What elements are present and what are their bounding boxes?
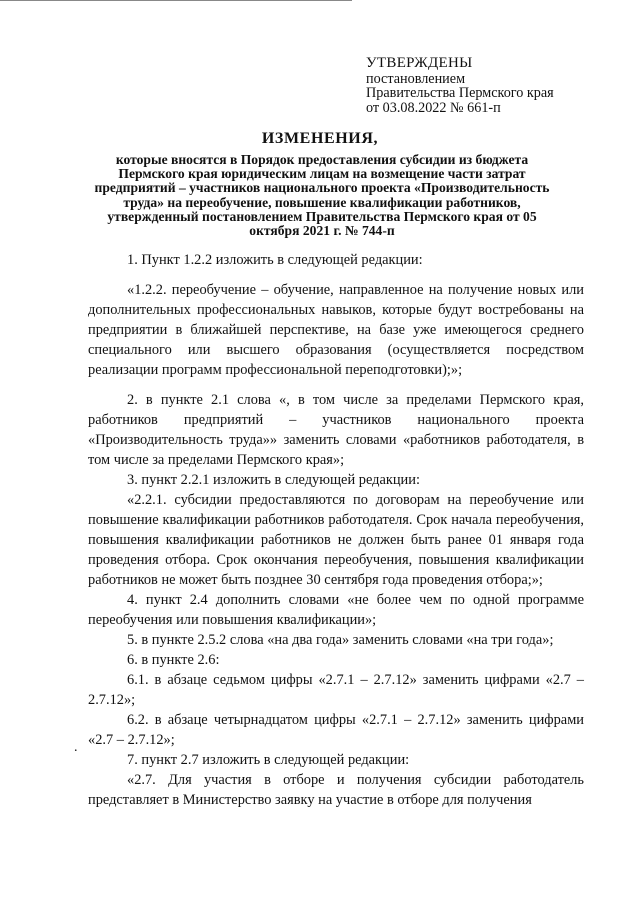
paragraph: 6. в пункте 2.6: — [127, 652, 220, 668]
document-body — [88, 250, 584, 810]
approval-stamp — [366, 56, 606, 115]
document-subtitle: которые вносятся в Порядок предоставления субсидии из бюджета Пермского края юридическим лицам на возмещение части затрат предприятий – участников национального проекта «Производительность труда» на переобучение, повышение квалификации работников, утвержденный постановлением Правительства Пермского края от 05 октября 2021 г. № 744-п — [94, 152, 550, 239]
paragraph: 7. пункт 2.7 изложить в следующей редакции: — [127, 752, 410, 768]
paragraph: «1.2.2. переобучение – обучение, направленное на получение новых или дополнительных профессиональных навыков, которые будут востребованы на предприятии в ближайшей перспективе, на базе уже имеющегося среднего специального или высшего образования (осуществляется посредством реализации программ профессиональной переподготовки);»; — [88, 282, 584, 378]
paragraph: «2.7. Для участия в отборе и получения субсидии работодатель представляет в Министерство заявку на участие в отборе для получения — [88, 772, 584, 808]
scan-speck: . — [74, 740, 78, 755]
document-title: ИЗМЕНЕНИЯ, — [261, 130, 379, 147]
paragraph: 6.2. в абзаце четырнадцатом цифры «2.7.1 – 2.7.12» заменить цифрами «2.7 – 2.7.12»; — [88, 712, 584, 748]
paragraph: 6.1. в абзаце седьмом цифры «2.7.1 – 2.7.12» заменить цифрами «2.7 – 2.7.12»; — [88, 672, 584, 708]
paragraph: «2.2.1. субсидии предоставляются по договорам на переобучение или повышение квалификации работников работодателя. Срок начала переобучения, повышения квалификации работников не должен быть ранее 01 января года проведения отбора. Срок окончания переобучения, повышения квалификации работников не может быть позднее 30 сентября года проведения отбора;»; — [88, 492, 584, 588]
approval-line-3: от 03.08.2022 № 661-п — [366, 99, 501, 116]
scan-top-edge-line — [0, 0, 352, 1]
approval-line-2: Правительства Пермского края — [366, 85, 554, 101]
paragraph: 4. пункт 2.4 дополнить словами «не более чем по одной программе переобучения или повышения квалификации»; — [88, 592, 584, 628]
paragraph: 1. Пункт 1.2.2 изложить в следующей редакции: — [127, 252, 423, 268]
paragraph: 3. пункт 2.2.1 изложить в следующей редакции: — [127, 472, 420, 488]
paragraph: 2. в пункте 2.1 слова «, в том числе за пределами Пермского края, работников предприятий – участников национального проекта «Производительность труда»» заменить словами «работников работодателя, в том числе за пределами Пермского края»; — [88, 392, 584, 468]
paragraph: 5. в пункте 2.5.2 слова «на два года» заменить словами «на три года»; — [127, 632, 554, 648]
approval-line-1: постановлением — [366, 70, 466, 87]
approval-heading: УТВЕРЖДЕНЫ — [366, 55, 473, 71]
